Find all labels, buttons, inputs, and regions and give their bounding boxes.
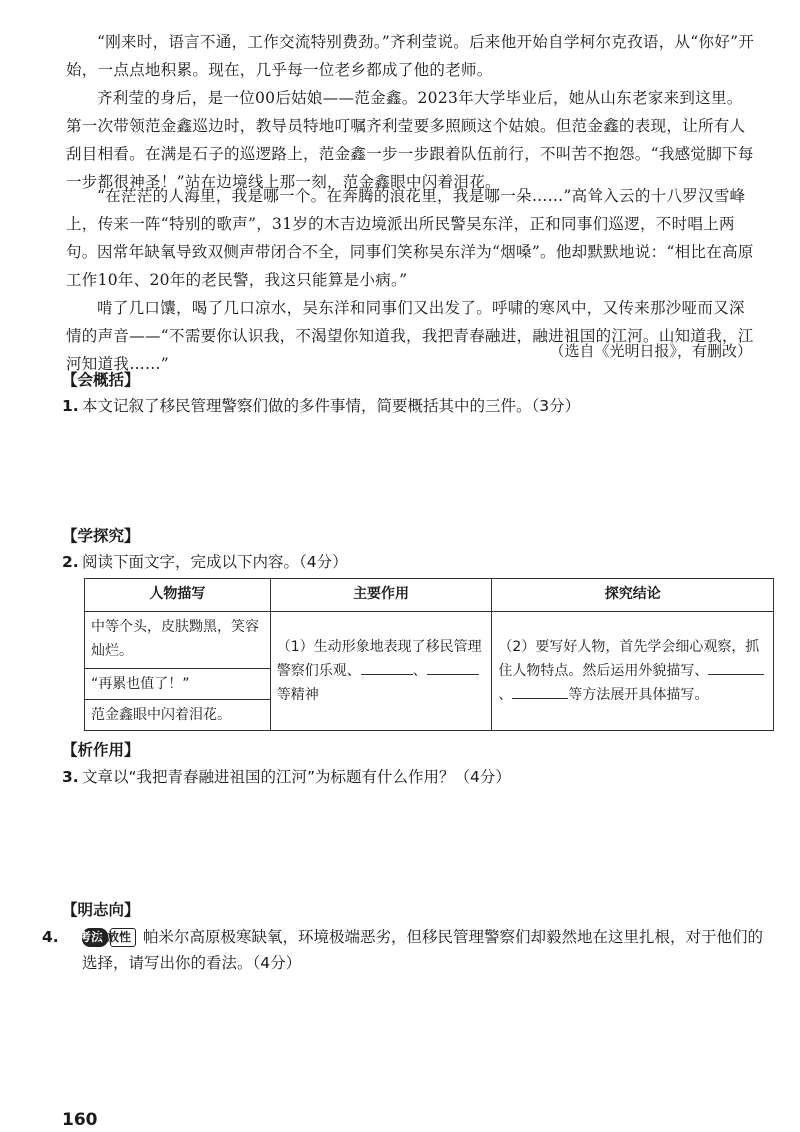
effect-text-start: （1）生动形象地表现了移民管理警察们乐观、 xyxy=(276,639,482,679)
answer-blank[interactable] xyxy=(427,660,479,675)
answer-blank[interactable] xyxy=(361,660,413,675)
question-2 xyxy=(62,549,762,575)
section-analyze: 【析作用】 xyxy=(62,741,140,759)
section-explore: 【学探究】 xyxy=(62,527,140,545)
question-4-number: 4. xyxy=(42,928,59,946)
question-2-number: 2. xyxy=(62,553,79,571)
question-3-text: 文章以“我把青春融进祖国的江河”为标题有什么作用？（4分） xyxy=(82,768,511,786)
question-3-number: 3. xyxy=(62,768,79,786)
section-aspiration: 【明志向】 xyxy=(62,901,140,919)
conclusion-text-start: （2）要写好人物，首先学会细心观察，抓住人物特点。然后运用外貌描写、 xyxy=(498,639,760,679)
effect-text-end: 等精神 xyxy=(276,687,319,703)
analysis-table xyxy=(84,578,774,731)
conclusion-text-end: 等方法展开具体描写。 xyxy=(568,687,709,703)
question-1-number: 1. xyxy=(62,397,79,415)
question-2-text: 阅读下面文字，完成以下内容。（4分） xyxy=(82,553,348,571)
table-row xyxy=(85,612,774,669)
table-header: 主要作用 xyxy=(270,579,492,612)
answer-blank[interactable] xyxy=(512,684,568,699)
open-ended-badge: 开放性 xyxy=(110,928,136,947)
answer-blank[interactable] xyxy=(708,660,764,675)
passage-paragraph-2: 齐利莹的身后，是一位00后姑娘——范金鑫。2023年大学毕业后，她从山东老家来到这里。第一次带领范金鑫巡边时，教导员特地叮嘱齐利莹要多照顾这个姑娘。但范金鑫的表现，让所有人刮目相看。在满是石子的巡逻路上，范金鑫一步一步跟着队伍前行，不叫苦不抱怨。“我感觉脚下每一步都很神圣！”站在边境线上那一刻，范金鑫眼中闪着泪花。 xyxy=(66,89,754,191)
effect-separator: 、 xyxy=(412,663,427,679)
passage-paragraph-4: 因常年缺氧导致双侧声带闭合不全，同事们笑称吴东洋为“烟嗓”。他却默默地说：“相比在高原工作10年、20年的老民警，我这只能算是小病。” xyxy=(66,243,754,289)
passage-paragraph-5: 啃了几口馕，喝了几口凉水，吴东洋和同事们又出发了。呼啸的寒风中，又传来那沙哑而又深情的声音——“不需要你认识我，不渴望你知道我，我把青春融进，融进祖国的江河。山知道我，江河知道我……” xyxy=(66,299,754,373)
table-header: 人物描写 xyxy=(85,579,271,612)
table-cell-description: 中等个头，皮肤黝黑，笑容灿烂。 xyxy=(85,612,271,669)
passage-paragraph-1: “刚来时，语言不通，工作交流特别费劲。”齐利莹说。后来他开始自学柯尔克孜语，从“你好”开始，一点点地积累。现在，几乎每一位老乡都成了他的老师。 xyxy=(66,33,755,79)
section-summarize: 【会概括】 xyxy=(62,371,140,389)
conclusion-separator: 、 xyxy=(498,687,513,703)
question-4 xyxy=(42,924,772,976)
passage-source: （选自《光明日报》，有删改） xyxy=(549,342,752,360)
question-4-text: 帕米尔高原极寒缺氧，环境极端恶劣，但移民管理警察们却毅然地在这里扎根，对于他们的选择，请写出你的看法。（4分） xyxy=(82,928,763,972)
table-cell-description: “再累也值了！” xyxy=(85,669,271,700)
question-1-text: 本文记叙了移民管理警察们做的多件事情，简要概括其中的三件。（3分） xyxy=(82,397,581,415)
passage-paragraph-3: “在茫茫的人海里，我是哪一个。在奔腾的浪花里，我是哪一朵……”高耸入云的十八罗汉雪峰上，传来一阵“特别的歌声”，31岁的木吉边境派出所民警吴东洋，正和同事们巡逻，不时唱上两句。 xyxy=(66,187,746,261)
table-cell-conclusion xyxy=(492,612,774,731)
new-method-badge: 新考法 xyxy=(82,928,108,947)
page-number: 160 xyxy=(62,1110,98,1130)
table-cell-description: 范金鑫眼中闪着泪花。 xyxy=(85,700,271,731)
table-header-row xyxy=(85,579,774,612)
question-3 xyxy=(62,764,762,790)
table-cell-effect xyxy=(270,612,492,731)
question-1 xyxy=(62,393,762,419)
table-header: 探究结论 xyxy=(492,579,774,612)
